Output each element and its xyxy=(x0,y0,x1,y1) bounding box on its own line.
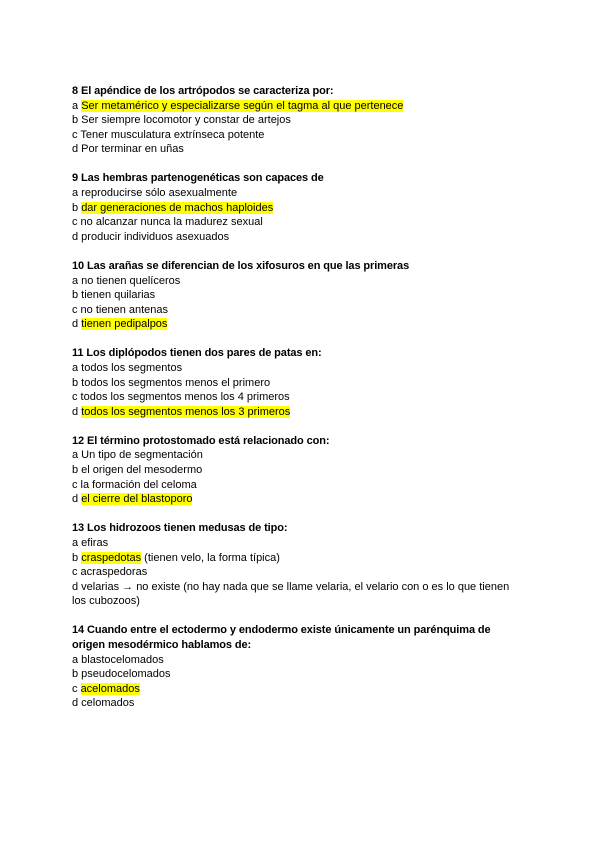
question-title: 10 Las arañas se diferencian de los xifosuros en que las primeras xyxy=(72,259,410,272)
question-title: 11 Los diplópodos tienen dos pares de patas en: xyxy=(72,347,322,360)
option-text: d xyxy=(72,318,82,331)
option-text: b el origen del mesodermo xyxy=(72,464,203,477)
option-text: c xyxy=(72,682,81,695)
option-text: c no alcanzar nunca la madurez sexual xyxy=(72,216,263,229)
option-a xyxy=(72,99,524,114)
option-text: d producir individuos asexuados xyxy=(72,230,230,243)
option-a xyxy=(72,274,524,289)
option-text: d xyxy=(72,493,82,506)
option-text: a todos los segmentos xyxy=(72,362,183,374)
question-list xyxy=(72,84,524,725)
option-text: a blastocelomados xyxy=(72,653,164,666)
option-d xyxy=(72,317,524,332)
question-14 xyxy=(72,623,524,711)
option-text: b pseudocelomados xyxy=(72,668,171,681)
highlighted-answer: el cierre del blastoporo xyxy=(81,493,193,506)
highlighted-answer: craspedotas xyxy=(81,551,142,564)
option-d xyxy=(72,405,524,420)
option-text: a no tienen quelíceros xyxy=(72,274,181,287)
option-a xyxy=(72,186,524,201)
option-b xyxy=(72,376,524,391)
option-text: b Ser siempre locomotor y constar de artejos xyxy=(72,114,291,127)
option-text: d xyxy=(72,405,82,418)
option-b xyxy=(72,288,524,303)
option-b xyxy=(72,463,524,478)
option-b xyxy=(72,201,524,216)
question-11 xyxy=(72,346,524,419)
option-a xyxy=(72,448,524,463)
option-text: c Tener musculatura extrínseca potente xyxy=(72,128,265,141)
question-10 xyxy=(72,259,524,332)
option-text: c la formación del celoma xyxy=(72,478,197,491)
option-text: a efiras xyxy=(72,536,109,549)
option-text: b todos los segmentos menos el primero xyxy=(72,376,271,389)
option-d xyxy=(72,142,524,157)
option-text: c no tienen antenas xyxy=(72,303,169,316)
option-text: b tienen quilarias xyxy=(72,289,156,302)
option-a xyxy=(72,653,524,668)
option-text: d celomados xyxy=(72,697,135,710)
option-a xyxy=(72,536,524,551)
highlighted-answer: todos los segmentos menos los 3 primeros xyxy=(81,405,291,418)
option-note: (tienen velo, la forma típica) xyxy=(141,551,280,564)
option-b xyxy=(72,113,524,128)
option-text: c acraspedoras xyxy=(72,566,148,579)
question-title: 9 Las hembras partenogenéticas son capaces de xyxy=(72,172,324,185)
question-title: 14 Cuando entre el ectodermo y endodermo existe únicamente un parénquima de origen mesodérmico hablamos de: xyxy=(72,624,491,651)
option-text: a xyxy=(72,99,82,112)
question-9 xyxy=(72,171,524,244)
option-text: c todos los segmentos menos los 4 primeros xyxy=(72,391,290,404)
option-d xyxy=(72,492,524,507)
question-title: 13 Los hidrozoos tienen medusas de tipo: xyxy=(72,522,288,535)
option-c xyxy=(72,390,524,405)
highlighted-answer: acelomados xyxy=(80,682,140,695)
highlighted-answer: Ser metamérico y especializarse según el tagma al que pertenece xyxy=(81,99,404,112)
option-d xyxy=(72,230,524,245)
option-c xyxy=(72,478,524,493)
option-text: d Por terminar en uñas xyxy=(72,143,184,156)
option-c xyxy=(72,565,524,580)
option-c xyxy=(72,682,524,697)
question-title: 8 El apéndice de los artrópodos se caracteriza por: xyxy=(72,85,334,97)
highlighted-answer: dar generaciones de machos haploides xyxy=(81,201,274,214)
option-text: b xyxy=(72,551,82,564)
option-text: a reproducirse sólo asexualmente xyxy=(72,187,238,200)
option-c xyxy=(72,303,524,318)
option-text: d velarias → no existe (no hay nada que se llame velaria, el velario con o es lo que tienen los cubozoos) xyxy=(72,580,510,608)
question-8 xyxy=(72,84,524,157)
option-b xyxy=(72,551,524,566)
option-b xyxy=(72,667,524,682)
option-c xyxy=(72,128,524,143)
highlighted-answer: tienen pedipalpos xyxy=(81,318,168,331)
question-12 xyxy=(72,434,524,507)
question-13 xyxy=(72,521,524,609)
option-text: a Un tipo de segmentación xyxy=(72,449,203,462)
question-title: 12 El término protostomado está relacionado con: xyxy=(72,434,330,447)
option-d xyxy=(72,580,524,609)
option-text: b xyxy=(72,201,82,214)
option-a xyxy=(72,361,524,376)
option-c xyxy=(72,215,524,230)
option-d xyxy=(72,696,524,711)
